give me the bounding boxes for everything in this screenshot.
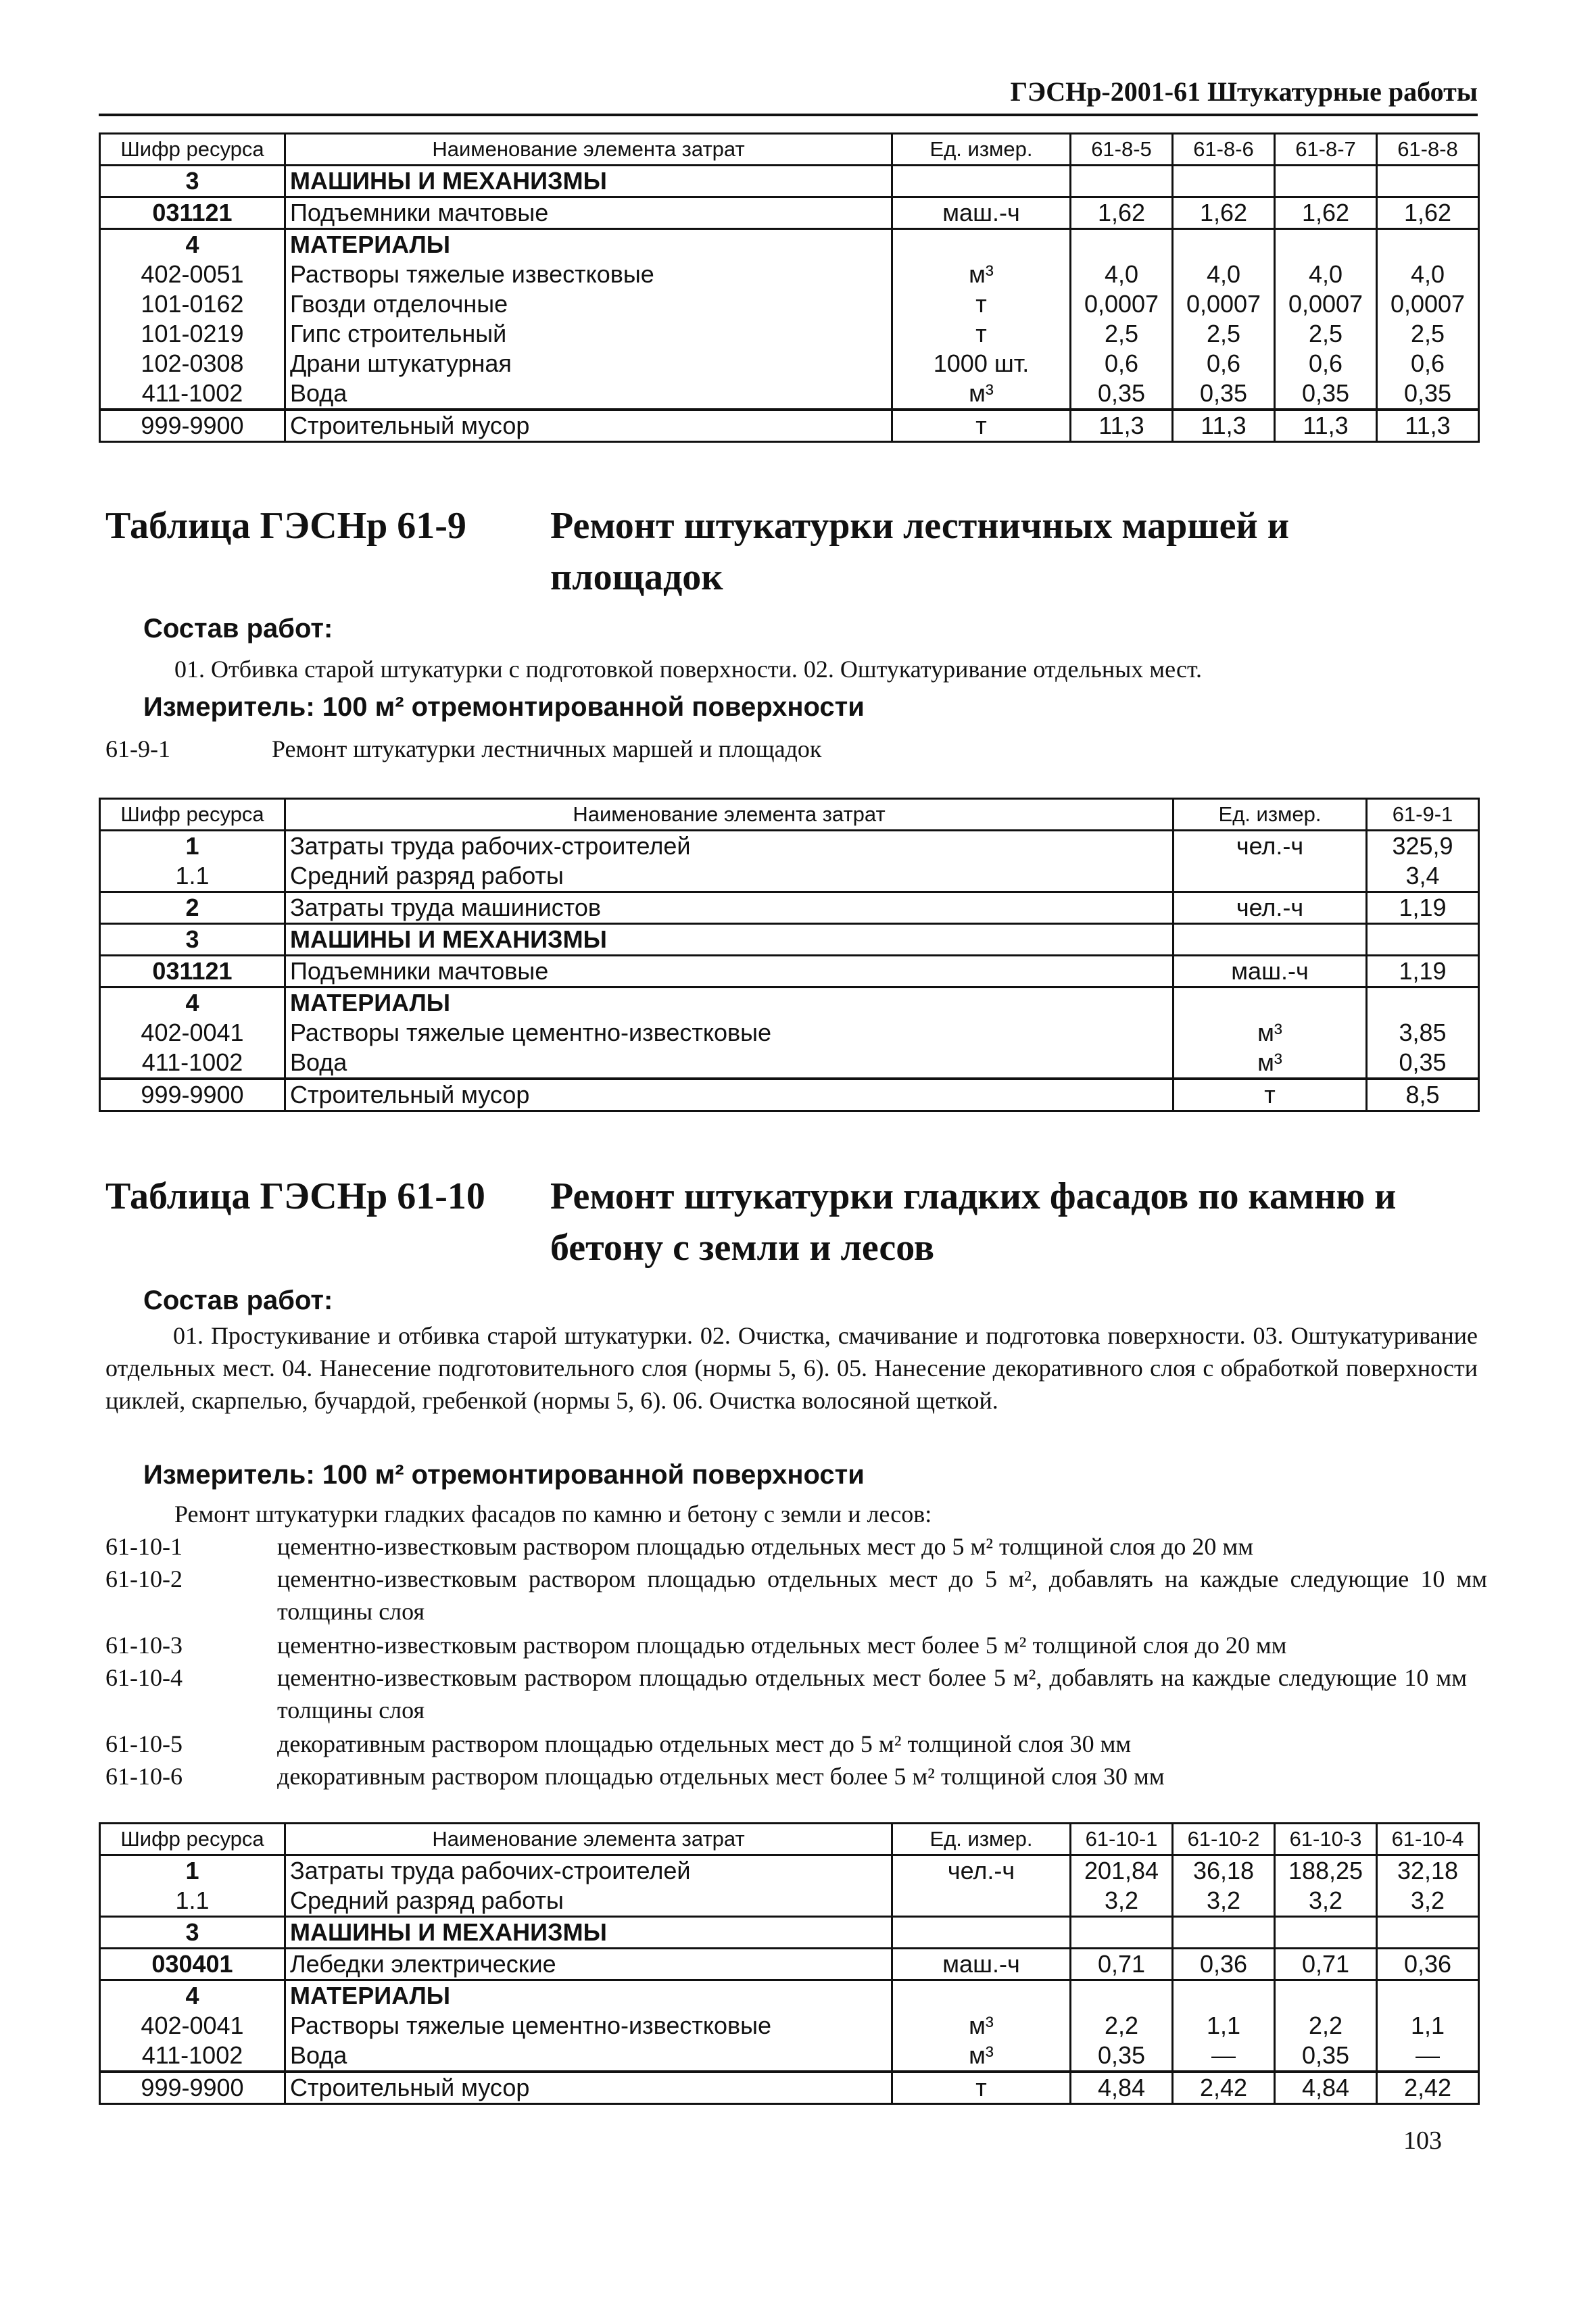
resource-name-cell: Вода bbox=[285, 2041, 892, 2072]
unit-cell: м³ bbox=[1174, 1018, 1367, 1048]
value-cell: 36,18 bbox=[1173, 1855, 1275, 1886]
value-cell: 188,25 bbox=[1275, 1855, 1377, 1886]
value-cell: 11,3 bbox=[1173, 410, 1275, 442]
resource-code-cell: 3 bbox=[100, 1917, 285, 1949]
resource-code-cell: 411-1002 bbox=[100, 1048, 285, 1079]
resource-name-cell: Затраты труда рабочих-строителей bbox=[285, 831, 1174, 862]
page-number: 103 bbox=[1403, 2126, 1442, 2155]
table-row bbox=[100, 289, 1479, 319]
column-header: 61-8-6 bbox=[1173, 134, 1275, 166]
unit-cell: маш.-ч bbox=[892, 1949, 1071, 1980]
header-row bbox=[100, 134, 1479, 166]
unit-cell: маш.-ч bbox=[1174, 956, 1367, 988]
column-header: Шифр ресурса bbox=[100, 799, 285, 831]
table-body bbox=[100, 166, 1479, 442]
column-header: 61-9-1 bbox=[1367, 799, 1479, 831]
unit-cell: чел.-ч bbox=[1174, 831, 1367, 862]
value-cell bbox=[1173, 166, 1275, 197]
value-cell: 0,35 bbox=[1275, 2041, 1377, 2072]
column-header: Ед. измер. bbox=[1174, 799, 1367, 831]
unit-cell: маш.-ч bbox=[892, 197, 1071, 229]
value-cell: 2,5 bbox=[1377, 319, 1479, 349]
table-row bbox=[100, 831, 1479, 862]
column-header: Наименование элемента затрат bbox=[285, 799, 1174, 831]
column-header: Шифр ресурса bbox=[100, 1824, 285, 1855]
unit-cell: м³ bbox=[892, 379, 1071, 410]
resource-name-cell: Строительный мусор bbox=[285, 2072, 892, 2104]
resource-name-cell: Растворы тяжелые цементно-известковые bbox=[285, 2011, 892, 2041]
value-cell: 4,84 bbox=[1275, 2072, 1377, 2104]
resource-code-cell: 4 bbox=[100, 229, 285, 260]
column-header: 61-10-1 bbox=[1071, 1824, 1173, 1855]
norm-item bbox=[105, 1661, 1484, 1726]
value-cell: 2,2 bbox=[1071, 2011, 1173, 2041]
value-cell: 0,36 bbox=[1173, 1949, 1275, 1980]
norm-code: 61-10-2 bbox=[105, 1565, 183, 1592]
value-cell bbox=[1071, 229, 1173, 260]
norm-description: декоративным раствором площадью отдельных мест до 5 м² толщиной слоя 30 мм bbox=[277, 1730, 1132, 1757]
resource-code-cell: 1 bbox=[100, 831, 285, 862]
resource-code-cell: 1 bbox=[100, 1855, 285, 1886]
value-cell bbox=[1275, 166, 1377, 197]
resource-name-cell: Средний разряд работы bbox=[285, 861, 1174, 892]
table-row bbox=[100, 1917, 1479, 1949]
value-cell bbox=[1377, 166, 1479, 197]
column-header: 61-8-7 bbox=[1275, 134, 1377, 166]
composition-label: Состав работ: bbox=[143, 614, 333, 643]
resource-code-cell: 999-9900 bbox=[100, 1079, 285, 1111]
table-row bbox=[100, 988, 1479, 1019]
value-cell bbox=[1071, 1917, 1173, 1949]
resource-table-61-9 bbox=[99, 798, 1480, 1112]
value-cell bbox=[1275, 1917, 1377, 1949]
norm-code: 61-10-1 bbox=[105, 1533, 183, 1560]
table-heading-61-9 bbox=[105, 500, 1498, 608]
value-cell: 1,62 bbox=[1377, 197, 1479, 229]
value-cell: 3,2 bbox=[1071, 1886, 1173, 1917]
value-cell: 0,6 bbox=[1173, 349, 1275, 379]
table-row bbox=[100, 924, 1479, 956]
norm-description: цементно-известковым раствором площадью отдельных мест более 5 м², добавлять на каждые следующие 10 мм толщины слоя bbox=[277, 1664, 1467, 1724]
norm-code: 61-10-4 bbox=[105, 1664, 183, 1691]
resource-code-cell: 3 bbox=[100, 166, 285, 197]
resource-name-cell: Подъемники мачтовые bbox=[285, 197, 892, 229]
resource-code-cell: 411-1002 bbox=[100, 379, 285, 410]
running-header-text: ГЭСНр-2001-61 Штукатурные работы bbox=[1010, 76, 1478, 107]
resource-name-cell: Затраты труда рабочих-строителей bbox=[285, 1855, 892, 1886]
resource-code-cell: 3 bbox=[100, 924, 285, 956]
running-header bbox=[99, 76, 1478, 116]
table-row bbox=[100, 2011, 1479, 2041]
table-row bbox=[100, 1886, 1479, 1917]
value-cell: — bbox=[1377, 2041, 1479, 2072]
unit-cell bbox=[892, 1917, 1071, 1949]
column-header: 61-10-3 bbox=[1275, 1824, 1377, 1855]
value-cell: 0,0007 bbox=[1275, 289, 1377, 319]
table-row bbox=[100, 2072, 1479, 2104]
header-row bbox=[100, 1824, 1479, 1855]
value-cell: 4,0 bbox=[1173, 260, 1275, 289]
unit-cell: т bbox=[892, 319, 1071, 349]
table-row bbox=[100, 956, 1479, 988]
table-row bbox=[100, 2041, 1479, 2072]
resource-code-cell: 4 bbox=[100, 988, 285, 1019]
column-header: Наименование элемента затрат bbox=[285, 1824, 892, 1855]
table-row bbox=[100, 1048, 1479, 1079]
table-header bbox=[100, 799, 1479, 831]
value-cell bbox=[1173, 229, 1275, 260]
norm-code: 61-10-6 bbox=[105, 1763, 183, 1790]
resource-code-cell: 411-1002 bbox=[100, 2041, 285, 2072]
resource-table-61-10 bbox=[99, 1822, 1480, 2105]
value-cell: 1,19 bbox=[1367, 892, 1479, 924]
resource-code-cell: 031121 bbox=[100, 956, 285, 988]
resource-name-cell: Вода bbox=[285, 1048, 1174, 1079]
table-row bbox=[100, 166, 1479, 197]
norm-item bbox=[105, 1760, 1484, 1793]
resource-code-cell: 1.1 bbox=[100, 1886, 285, 1917]
value-cell: 3,85 bbox=[1367, 1018, 1479, 1048]
resource-name-cell: Строительный мусор bbox=[285, 410, 892, 442]
unit-cell: м³ bbox=[1174, 1048, 1367, 1079]
value-cell: 4,0 bbox=[1071, 260, 1173, 289]
meter-label: Измеритель: 100 м² отремонтированной поверхности bbox=[143, 692, 865, 722]
value-cell: 0,35 bbox=[1377, 379, 1479, 410]
resource-name-cell: Драни штукатурная bbox=[285, 349, 892, 379]
composition-text: 01. Простукивание и отбивка старой штукатурки. 02. Очистка, смачивание и подготовка поверхности. 03. Оштукатуривание отдельных мест. 04. Нанесение подготовительного слоя (нормы 5, 6). 05. Нанесение декоративного слоя с обработкой поверхности циклей, скарпелью, бучардой, гребенкой (нормы 5, 6). 06. Очистка волосяной щеткой. bbox=[105, 1322, 1478, 1414]
norm-description: декоративным раствором площадью отдельных мест более 5 м² толщиной слоя 30 мм bbox=[277, 1763, 1165, 1790]
value-cell: 2,42 bbox=[1173, 2072, 1275, 2104]
unit-cell bbox=[892, 229, 1071, 260]
unit-cell bbox=[1174, 861, 1367, 892]
value-cell: 2,42 bbox=[1377, 2072, 1479, 2104]
value-cell bbox=[1377, 1917, 1479, 1949]
resource-table-61-8 bbox=[99, 132, 1480, 443]
value-cell: 4,84 bbox=[1071, 2072, 1173, 2104]
resource-name-cell: МАШИНЫ И МЕХАНИЗМЫ bbox=[285, 924, 1174, 956]
resource-name-cell: Растворы тяжелые цементно-известковые bbox=[285, 1018, 1174, 1048]
table-row bbox=[100, 197, 1479, 229]
column-header: 61-10-2 bbox=[1173, 1824, 1275, 1855]
column-header: Ед. измер. bbox=[892, 134, 1071, 166]
column-header: 61-8-8 bbox=[1377, 134, 1479, 166]
resource-code-cell: 402-0041 bbox=[100, 1018, 285, 1048]
value-cell: 0,35 bbox=[1071, 2041, 1173, 2072]
table-row bbox=[100, 410, 1479, 442]
value-cell: 3,2 bbox=[1173, 1886, 1275, 1917]
unit-cell: т bbox=[892, 410, 1071, 442]
resource-name-cell: МАТЕРИАЛЫ bbox=[285, 988, 1174, 1019]
value-cell: 325,9 bbox=[1367, 831, 1479, 862]
table-title: Ремонт штукатурки лестничных маршей и площадок bbox=[550, 505, 1289, 598]
norm-description: Ремонт штукатурки лестничных маршей и площадок bbox=[272, 735, 822, 762]
unit-cell bbox=[892, 166, 1071, 197]
column-header: 61-8-5 bbox=[1071, 134, 1173, 166]
norms-intro: Ремонт штукатурки гладких фасадов по камню и бетону с земли и лесов: bbox=[174, 1501, 932, 1528]
table-body bbox=[100, 831, 1479, 1111]
resource-code-cell: 102-0308 bbox=[100, 349, 285, 379]
norm-description: цементно-известковым раствором площадью отдельных мест более 5 м² толщиной слоя до 20 мм bbox=[277, 1632, 1287, 1659]
value-cell: 2,5 bbox=[1173, 319, 1275, 349]
resource-name-cell: Гвозди отделочные bbox=[285, 289, 892, 319]
value-cell: 2,5 bbox=[1275, 319, 1377, 349]
norm-description: цементно-известковым раствором площадью отдельных мест до 5 м² толщиной слоя до 20 мм bbox=[277, 1533, 1253, 1560]
value-cell: 0,35 bbox=[1275, 379, 1377, 410]
resource-name-cell: Растворы тяжелые известковые bbox=[285, 260, 892, 289]
unit-cell: чел.-ч bbox=[892, 1855, 1071, 1886]
value-cell: 0,35 bbox=[1071, 379, 1173, 410]
resource-name-cell: Подъемники мачтовые bbox=[285, 956, 1174, 988]
value-cell: 0,36 bbox=[1377, 1949, 1479, 1980]
resource-code-cell: 101-0162 bbox=[100, 289, 285, 319]
unit-cell bbox=[892, 1886, 1071, 1917]
value-cell: 0,6 bbox=[1071, 349, 1173, 379]
resource-name-cell: МАТЕРИАЛЫ bbox=[285, 1980, 892, 2012]
value-cell bbox=[1275, 229, 1377, 260]
unit-cell: т bbox=[892, 2072, 1071, 2104]
table-heading-61-10 bbox=[105, 1171, 1498, 1279]
value-cell: 2,2 bbox=[1275, 2011, 1377, 2041]
unit-cell: м³ bbox=[892, 260, 1071, 289]
value-cell: 1,62 bbox=[1071, 197, 1173, 229]
unit-cell: т bbox=[892, 289, 1071, 319]
table-row bbox=[100, 1018, 1479, 1048]
value-cell bbox=[1377, 1980, 1479, 2012]
value-cell: 0,71 bbox=[1275, 1949, 1377, 1980]
norm-item bbox=[105, 1563, 1487, 1628]
table-body bbox=[100, 1855, 1479, 2104]
meter-label: Измеритель: 100 м² отремонтированной поверхности bbox=[143, 1460, 865, 1490]
resource-code-cell: 999-9900 bbox=[100, 410, 285, 442]
value-cell: 0,0007 bbox=[1173, 289, 1275, 319]
table-title: Ремонт штукатурки гладких фасадов по камню и бетону с земли и лесов bbox=[550, 1175, 1397, 1269]
table-row bbox=[100, 319, 1479, 349]
norm-item bbox=[105, 733, 1484, 765]
value-cell bbox=[1367, 988, 1479, 1019]
table-header bbox=[100, 134, 1479, 166]
value-cell bbox=[1367, 924, 1479, 956]
unit-cell: чел.-ч bbox=[1174, 892, 1367, 924]
table-row bbox=[100, 229, 1479, 260]
value-cell: 0,6 bbox=[1275, 349, 1377, 379]
composition-label: Состав работ: bbox=[143, 1286, 333, 1315]
table-row bbox=[100, 1079, 1479, 1111]
unit-cell: 1000 шт. bbox=[892, 349, 1071, 379]
norm-item bbox=[105, 1629, 1484, 1661]
value-cell: 11,3 bbox=[1071, 410, 1173, 442]
value-cell: 1,19 bbox=[1367, 956, 1479, 988]
value-cell bbox=[1173, 1917, 1275, 1949]
column-header: 61-10-4 bbox=[1377, 1824, 1479, 1855]
norm-description: цементно-известковым раствором площадью отдельных мест до 5 м², добавлять на каждые следующие 10 мм толщины слоя bbox=[277, 1565, 1487, 1625]
resource-code-cell: 2 bbox=[100, 892, 285, 924]
value-cell: 0,0007 bbox=[1071, 289, 1173, 319]
value-cell: 201,84 bbox=[1071, 1855, 1173, 1886]
value-cell: — bbox=[1173, 2041, 1275, 2072]
resource-name-cell: Вода bbox=[285, 379, 892, 410]
resource-code-cell: 402-0041 bbox=[100, 2011, 285, 2041]
table-row bbox=[100, 892, 1479, 924]
table-label: Таблица ГЭСНр 61-10 bbox=[105, 1175, 485, 1217]
unit-cell bbox=[1174, 988, 1367, 1019]
unit-cell bbox=[1174, 924, 1367, 956]
value-cell: 0,6 bbox=[1377, 349, 1479, 379]
resource-code-cell: 030401 bbox=[100, 1949, 285, 1980]
value-cell: 1,62 bbox=[1275, 197, 1377, 229]
resource-code-cell: 4 bbox=[100, 1980, 285, 2012]
value-cell bbox=[1377, 229, 1479, 260]
norm-code: 61-10-3 bbox=[105, 1632, 183, 1659]
value-cell: 3,4 bbox=[1367, 861, 1479, 892]
value-cell bbox=[1071, 1980, 1173, 2012]
value-cell: 11,3 bbox=[1377, 410, 1479, 442]
resource-code-cell: 402-0051 bbox=[100, 260, 285, 289]
value-cell bbox=[1071, 166, 1173, 197]
norm-code: 61-10-5 bbox=[105, 1730, 183, 1757]
table-row bbox=[100, 1980, 1479, 2012]
table-row bbox=[100, 861, 1479, 892]
resource-name-cell: МАТЕРИАЛЫ bbox=[285, 229, 892, 260]
value-cell: 32,18 bbox=[1377, 1855, 1479, 1886]
unit-cell: м³ bbox=[892, 2011, 1071, 2041]
value-cell: 0,0007 bbox=[1377, 289, 1479, 319]
value-cell: 1,1 bbox=[1173, 2011, 1275, 2041]
value-cell: 11,3 bbox=[1275, 410, 1377, 442]
value-cell: 4,0 bbox=[1377, 260, 1479, 289]
table-row bbox=[100, 349, 1479, 379]
resource-code-cell: 031121 bbox=[100, 197, 285, 229]
value-cell: 1,62 bbox=[1173, 197, 1275, 229]
value-cell: 3,2 bbox=[1275, 1886, 1377, 1917]
resource-name-cell: Затраты труда машинистов bbox=[285, 892, 1174, 924]
unit-cell bbox=[892, 1980, 1071, 2012]
header-row bbox=[100, 799, 1479, 831]
table-header bbox=[100, 1824, 1479, 1855]
value-cell: 1,1 bbox=[1377, 2011, 1479, 2041]
resource-name-cell: МАШИНЫ И МЕХАНИЗМЫ bbox=[285, 166, 892, 197]
value-cell: 0,35 bbox=[1173, 379, 1275, 410]
value-cell: 3,2 bbox=[1377, 1886, 1479, 1917]
resource-name-cell: Средний разряд работы bbox=[285, 1886, 892, 1917]
value-cell: 0,71 bbox=[1071, 1949, 1173, 1980]
unit-cell: т bbox=[1174, 1079, 1367, 1111]
resource-code-cell: 1.1 bbox=[100, 861, 285, 892]
resource-name-cell: МАШИНЫ И МЕХАНИЗМЫ bbox=[285, 1917, 892, 1949]
column-header: Шифр ресурса bbox=[100, 134, 285, 166]
value-cell bbox=[1275, 1980, 1377, 2012]
resource-name-cell: Строительный мусор bbox=[285, 1079, 1174, 1111]
value-cell: 2,5 bbox=[1071, 319, 1173, 349]
norm-item bbox=[105, 1530, 1484, 1563]
resource-name-cell: Лебедки электрические bbox=[285, 1949, 892, 1980]
value-cell bbox=[1173, 1980, 1275, 2012]
table-row bbox=[100, 260, 1479, 289]
resource-code-cell: 101-0219 bbox=[100, 319, 285, 349]
resource-name-cell: Гипс строительный bbox=[285, 319, 892, 349]
composition-text: 01. Отбивка старой штукатурки с подготовкой поверхности. 02. Оштукатуривание отдельных мест. bbox=[174, 656, 1202, 683]
resource-code-cell: 999-9900 bbox=[100, 2072, 285, 2104]
value-cell: 8,5 bbox=[1367, 1079, 1479, 1111]
table-row bbox=[100, 1949, 1479, 1980]
norm-item bbox=[105, 1728, 1484, 1760]
table-label: Таблица ГЭСНр 61-9 bbox=[105, 505, 466, 547]
column-header: Ед. измер. bbox=[892, 1824, 1071, 1855]
table-row bbox=[100, 379, 1479, 410]
value-cell: 4,0 bbox=[1275, 260, 1377, 289]
unit-cell: м³ bbox=[892, 2041, 1071, 2072]
column-header: Наименование элемента затрат bbox=[285, 134, 892, 166]
value-cell: 0,35 bbox=[1367, 1048, 1479, 1079]
norm-code: 61-9-1 bbox=[105, 735, 170, 762]
table-row bbox=[100, 1855, 1479, 1886]
